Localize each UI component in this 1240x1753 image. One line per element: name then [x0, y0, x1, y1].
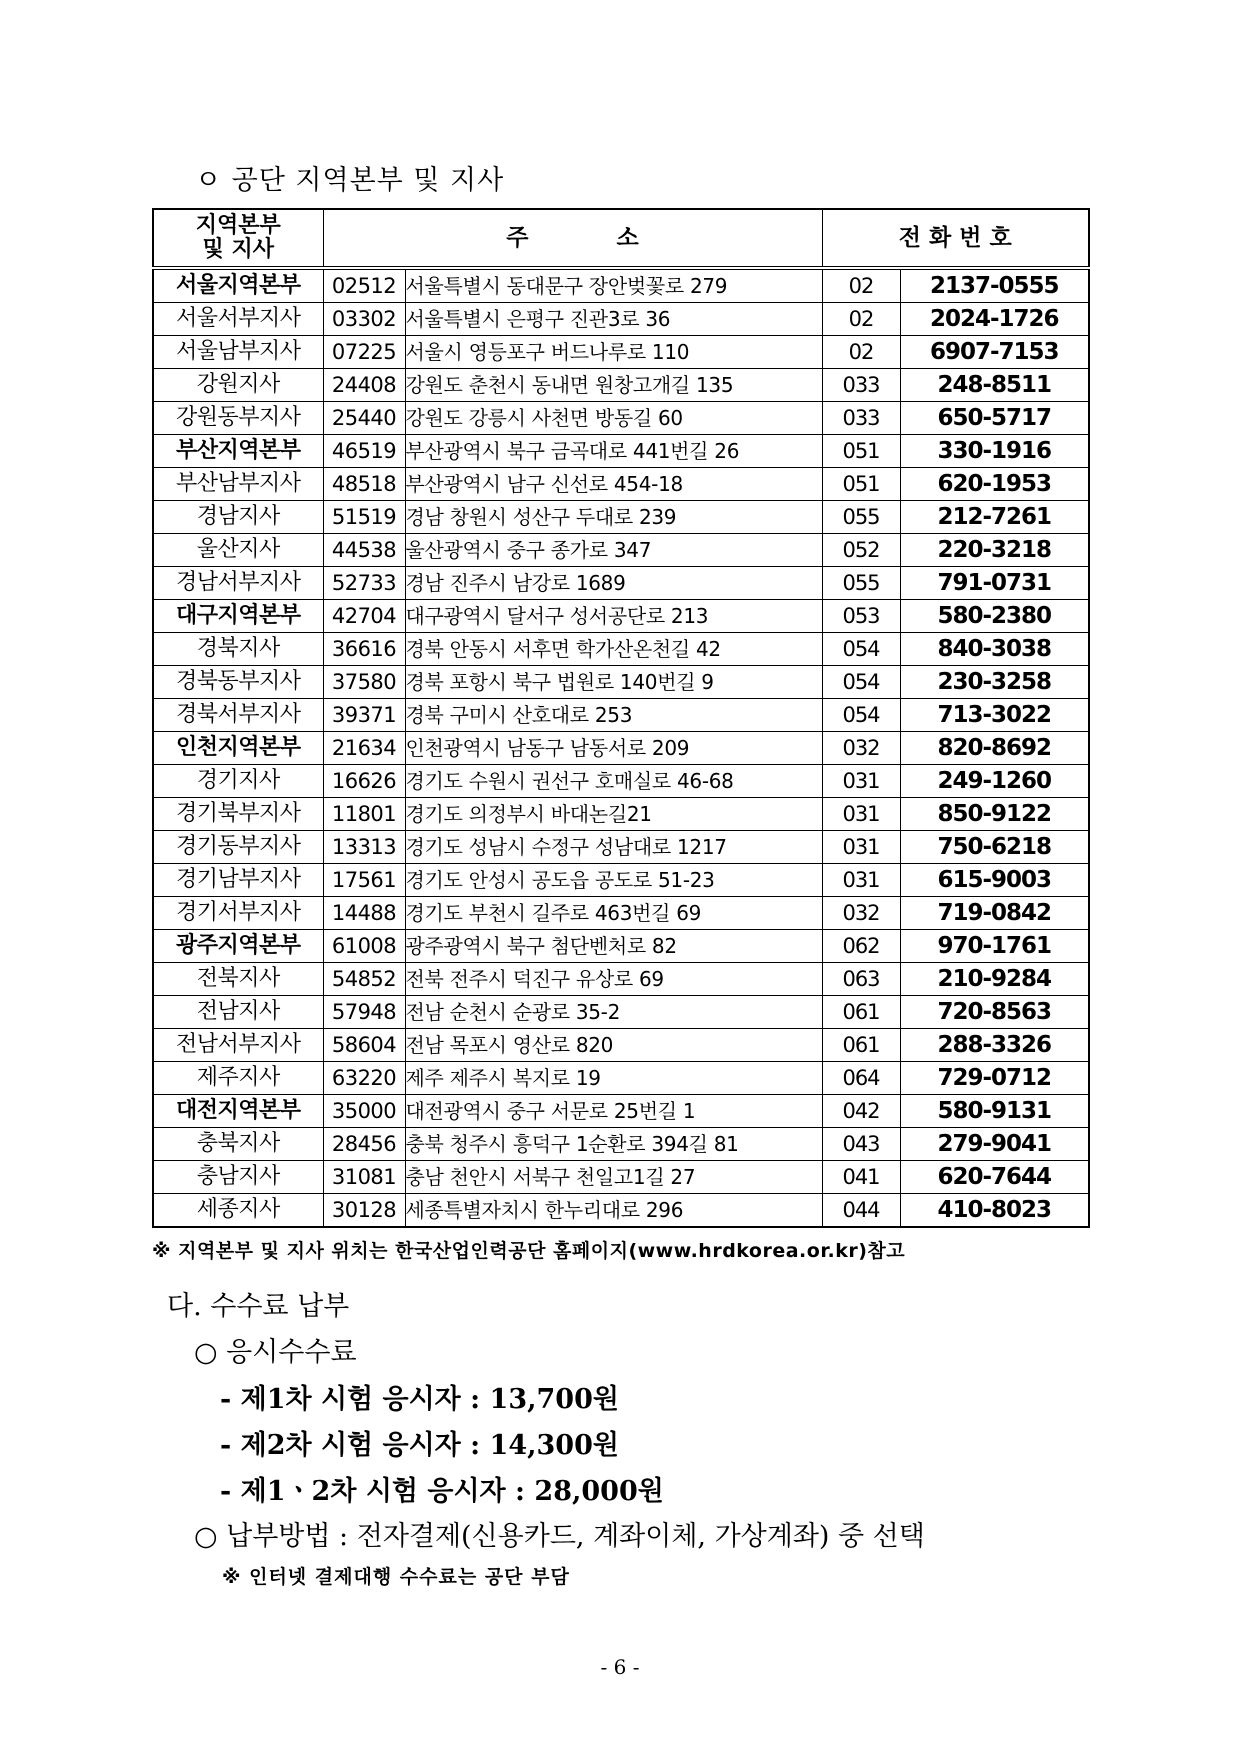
area-code: 044 [822, 1194, 900, 1228]
address: 광주광역시 북구 첨단벤처로 82 [405, 930, 822, 963]
area-code: 063 [822, 963, 900, 996]
table-row [153, 798, 1089, 831]
payment-method: ○ 납부방법 : 전자결제(신용카드, 계좌이체, 가상계좌) 중 선택 [194, 1521, 925, 1552]
phone-number: 713-3022 [900, 699, 1089, 732]
table-row [153, 534, 1089, 567]
table-row [153, 1095, 1089, 1128]
address: 서울특별시 동대문구 장안벚꽃로 279 [405, 268, 822, 303]
fee-footnote: ※ 인터넷 결제대행 수수료는 공단 부담 [222, 1566, 570, 1588]
phone-number: 249-1260 [900, 765, 1089, 798]
office-name: 부산지역본부 [153, 435, 323, 468]
postal-code: 57948 [323, 996, 405, 1029]
table-row [153, 699, 1089, 732]
fee-section-title: 다. 수수료 납부 [167, 1291, 350, 1322]
table-row [153, 268, 1089, 303]
table-row [153, 567, 1089, 600]
table-row [153, 930, 1089, 963]
postal-code: 54852 [323, 963, 405, 996]
header-office-name-text: 지역본부 및 지사 [195, 213, 281, 262]
phone-number: 230-3258 [900, 666, 1089, 699]
area-code: 052 [822, 534, 900, 567]
office-name: 대구지역본부 [153, 600, 323, 633]
address: 경북 구미시 산호대로 253 [405, 699, 822, 732]
table-row [153, 468, 1089, 501]
address: 인천광역시 남동구 남동서로 209 [405, 732, 822, 765]
address: 경기도 부천시 길주로 463번길 69 [405, 897, 822, 930]
area-code: 033 [822, 369, 900, 402]
phone-number: 850-9122 [900, 798, 1089, 831]
area-code: 054 [822, 699, 900, 732]
phone-number: 210-9284 [900, 963, 1089, 996]
address: 경기도 수원시 권선구 호매실로 46-68 [405, 765, 822, 798]
table-row [153, 963, 1089, 996]
phone-number: 410-8023 [900, 1194, 1089, 1228]
phone-number: 791-0731 [900, 567, 1089, 600]
office-name: 강원지사 [153, 369, 323, 402]
table-row [153, 666, 1089, 699]
phone-number: 970-1761 [900, 930, 1089, 963]
postal-code: 28456 [323, 1128, 405, 1161]
postal-code: 35000 [323, 1095, 405, 1128]
office-name: 경기서부지사 [153, 897, 323, 930]
address: 경기도 성남시 수정구 성남대로 1217 [405, 831, 822, 864]
office-name: 경북동부지사 [153, 666, 323, 699]
address: 강원도 강릉시 사천면 방동길 60 [405, 402, 822, 435]
address: 경남 창원시 성산구 두대로 239 [405, 501, 822, 534]
table-row [153, 765, 1089, 798]
table-row [153, 1161, 1089, 1194]
postal-code: 21634 [323, 732, 405, 765]
fee-item: - 제1차 시험 응시자 : 13,700원 [220, 1384, 619, 1415]
postal-code: 13313 [323, 831, 405, 864]
table-row [153, 303, 1089, 336]
table-row [153, 501, 1089, 534]
office-name: 전남지사 [153, 996, 323, 1029]
office-name: 광주지역본부 [153, 930, 323, 963]
phone-number: 650-5717 [900, 402, 1089, 435]
address: 경북 안동시 서후면 학가산온천길 42 [405, 633, 822, 666]
phone-number: 212-7261 [900, 501, 1089, 534]
postal-code: 42704 [323, 600, 405, 633]
area-code: 061 [822, 1029, 900, 1062]
address: 경기도 의정부시 바대논길21 [405, 798, 822, 831]
postal-code: 14488 [323, 897, 405, 930]
table-row [153, 633, 1089, 666]
address: 경북 포항시 북구 법원로 140번길 9 [405, 666, 822, 699]
phone-number: 580-9131 [900, 1095, 1089, 1128]
address: 서울시 영등포구 버드나루로 110 [405, 336, 822, 369]
area-code: 02 [822, 303, 900, 336]
area-code: 051 [822, 435, 900, 468]
office-name: 인천지역본부 [153, 732, 323, 765]
postal-code: 36616 [323, 633, 405, 666]
area-code: 061 [822, 996, 900, 1029]
area-code: 055 [822, 501, 900, 534]
phone-number: 288-3326 [900, 1029, 1089, 1062]
address: 대전광역시 중구 서문로 25번길 1 [405, 1095, 822, 1128]
phone-number: 2137-0555 [900, 268, 1089, 303]
office-name: 제주지사 [153, 1062, 323, 1095]
address: 세종특별자치시 한누리대로 296 [405, 1194, 822, 1228]
address: 경남 진주시 남강로 1689 [405, 567, 822, 600]
table-row [153, 1029, 1089, 1062]
address: 전북 전주시 덕진구 유상로 69 [405, 963, 822, 996]
office-name: 서울지역본부 [153, 268, 323, 303]
area-code: 041 [822, 1161, 900, 1194]
section-heading: ㅇ 공단 지역본부 및 지사 [195, 165, 505, 196]
area-code: 031 [822, 765, 900, 798]
table-row [153, 600, 1089, 633]
address: 전남 목포시 영산로 820 [405, 1029, 822, 1062]
header-phone: 전 화 번 호 [822, 209, 1089, 268]
table-row [153, 732, 1089, 765]
office-name: 경기지사 [153, 765, 323, 798]
table-footnote: ※ 지역본부 및 지사 위치는 한국산업인력공단 홈페이지(www.hrdkorea.or.kr)참고 [152, 1240, 906, 1262]
office-name: 울산지사 [153, 534, 323, 567]
office-name: 충남지사 [153, 1161, 323, 1194]
address: 대구광역시 달서구 성서공단로 213 [405, 600, 822, 633]
phone-number: 615-9003 [900, 864, 1089, 897]
office-name: 전북지사 [153, 963, 323, 996]
postal-code: 51519 [323, 501, 405, 534]
office-name: 충북지사 [153, 1128, 323, 1161]
area-code: 031 [822, 864, 900, 897]
phone-number: 330-1916 [900, 435, 1089, 468]
office-name: 경기동부지사 [153, 831, 323, 864]
phone-number: 729-0712 [900, 1062, 1089, 1095]
fee-item: - 제1ㆍ2차 시험 응시자 : 28,000원 [220, 1476, 664, 1507]
office-name: 경기남부지사 [153, 864, 323, 897]
postal-code: 31081 [323, 1161, 405, 1194]
office-name: 경북서부지사 [153, 699, 323, 732]
address: 전남 순천시 순광로 35-2 [405, 996, 822, 1029]
area-code: 02 [822, 268, 900, 303]
postal-code: 39371 [323, 699, 405, 732]
office-name: 세종지사 [153, 1194, 323, 1228]
table-row [153, 897, 1089, 930]
office-name: 경북지사 [153, 633, 323, 666]
area-code: 042 [822, 1095, 900, 1128]
fee-item: - 제2차 시험 응시자 : 14,300원 [220, 1430, 619, 1461]
phone-number: 6907-7153 [900, 336, 1089, 369]
office-name: 경남서부지사 [153, 567, 323, 600]
phone-number: 279-9041 [900, 1128, 1089, 1161]
postal-code: 61008 [323, 930, 405, 963]
phone-number: 820-8692 [900, 732, 1089, 765]
address: 부산광역시 남구 신선로 454-18 [405, 468, 822, 501]
phone-number: 580-2380 [900, 600, 1089, 633]
header-office-name [153, 209, 323, 268]
phone-number: 750-6218 [900, 831, 1089, 864]
phone-number: 620-1953 [900, 468, 1089, 501]
postal-code: 37580 [323, 666, 405, 699]
phone-number: 719-0842 [900, 897, 1089, 930]
office-name: 경남지사 [153, 501, 323, 534]
postal-code: 46519 [323, 435, 405, 468]
office-name: 경기북부지사 [153, 798, 323, 831]
branch-office-table [152, 208, 1090, 1228]
table-row [153, 435, 1089, 468]
office-name: 강원동부지사 [153, 402, 323, 435]
postal-code: 44538 [323, 534, 405, 567]
postal-code: 24408 [323, 369, 405, 402]
office-name: 부산남부지사 [153, 468, 323, 501]
area-code: 031 [822, 831, 900, 864]
table-row [153, 1194, 1089, 1228]
office-name: 서울남부지사 [153, 336, 323, 369]
table-header-row [153, 209, 1089, 268]
table-row [153, 402, 1089, 435]
address: 울산광역시 중구 종가로 347 [405, 534, 822, 567]
address: 제주 제주시 복지로 19 [405, 1062, 822, 1095]
area-code: 031 [822, 798, 900, 831]
address: 부산광역시 북구 금곡대로 441번길 26 [405, 435, 822, 468]
table-row [153, 996, 1089, 1029]
address: 강원도 춘천시 동내면 원창고개길 135 [405, 369, 822, 402]
phone-number: 2024-1726 [900, 303, 1089, 336]
phone-number: 840-3038 [900, 633, 1089, 666]
table-row [153, 864, 1089, 897]
postal-code: 30128 [323, 1194, 405, 1228]
table-row [153, 831, 1089, 864]
fee-subtitle: ○ 응시수수료 [194, 1337, 357, 1368]
area-code: 054 [822, 633, 900, 666]
area-code: 043 [822, 1128, 900, 1161]
phone-number: 220-3218 [900, 534, 1089, 567]
area-code: 062 [822, 930, 900, 963]
area-code: 032 [822, 732, 900, 765]
postal-code: 02512 [323, 268, 405, 303]
address: 서울특별시 은평구 진관3로 36 [405, 303, 822, 336]
postal-code: 25440 [323, 402, 405, 435]
table-row [153, 1062, 1089, 1095]
postal-code: 17561 [323, 864, 405, 897]
postal-code: 16626 [323, 765, 405, 798]
postal-code: 11801 [323, 798, 405, 831]
postal-code: 63220 [323, 1062, 405, 1095]
area-code: 02 [822, 336, 900, 369]
table-body [153, 268, 1089, 1227]
office-name: 대전지역본부 [153, 1095, 323, 1128]
address: 경기도 안성시 공도읍 공도로 51-23 [405, 864, 822, 897]
area-code: 055 [822, 567, 900, 600]
phone-number: 248-8511 [900, 369, 1089, 402]
area-code: 051 [822, 468, 900, 501]
postal-code: 03302 [323, 303, 405, 336]
office-name: 서울서부지사 [153, 303, 323, 336]
postal-code: 58604 [323, 1029, 405, 1062]
phone-number: 720-8563 [900, 996, 1089, 1029]
postal-code: 07225 [323, 336, 405, 369]
area-code: 064 [822, 1062, 900, 1095]
area-code: 053 [822, 600, 900, 633]
header-address: 주 소 [323, 209, 822, 268]
office-name: 전남서부지사 [153, 1029, 323, 1062]
area-code: 033 [822, 402, 900, 435]
area-code: 032 [822, 897, 900, 930]
area-code: 054 [822, 666, 900, 699]
table-row [153, 369, 1089, 402]
table-row [153, 336, 1089, 369]
table-row [153, 1128, 1089, 1161]
postal-code: 52733 [323, 567, 405, 600]
page-number: - 6 - [600, 1655, 640, 1679]
address: 충북 청주시 흥덕구 1순환로 394길 81 [405, 1128, 822, 1161]
phone-number: 620-7644 [900, 1161, 1089, 1194]
address: 충남 천안시 서북구 천일고1길 27 [405, 1161, 822, 1194]
postal-code: 48518 [323, 468, 405, 501]
